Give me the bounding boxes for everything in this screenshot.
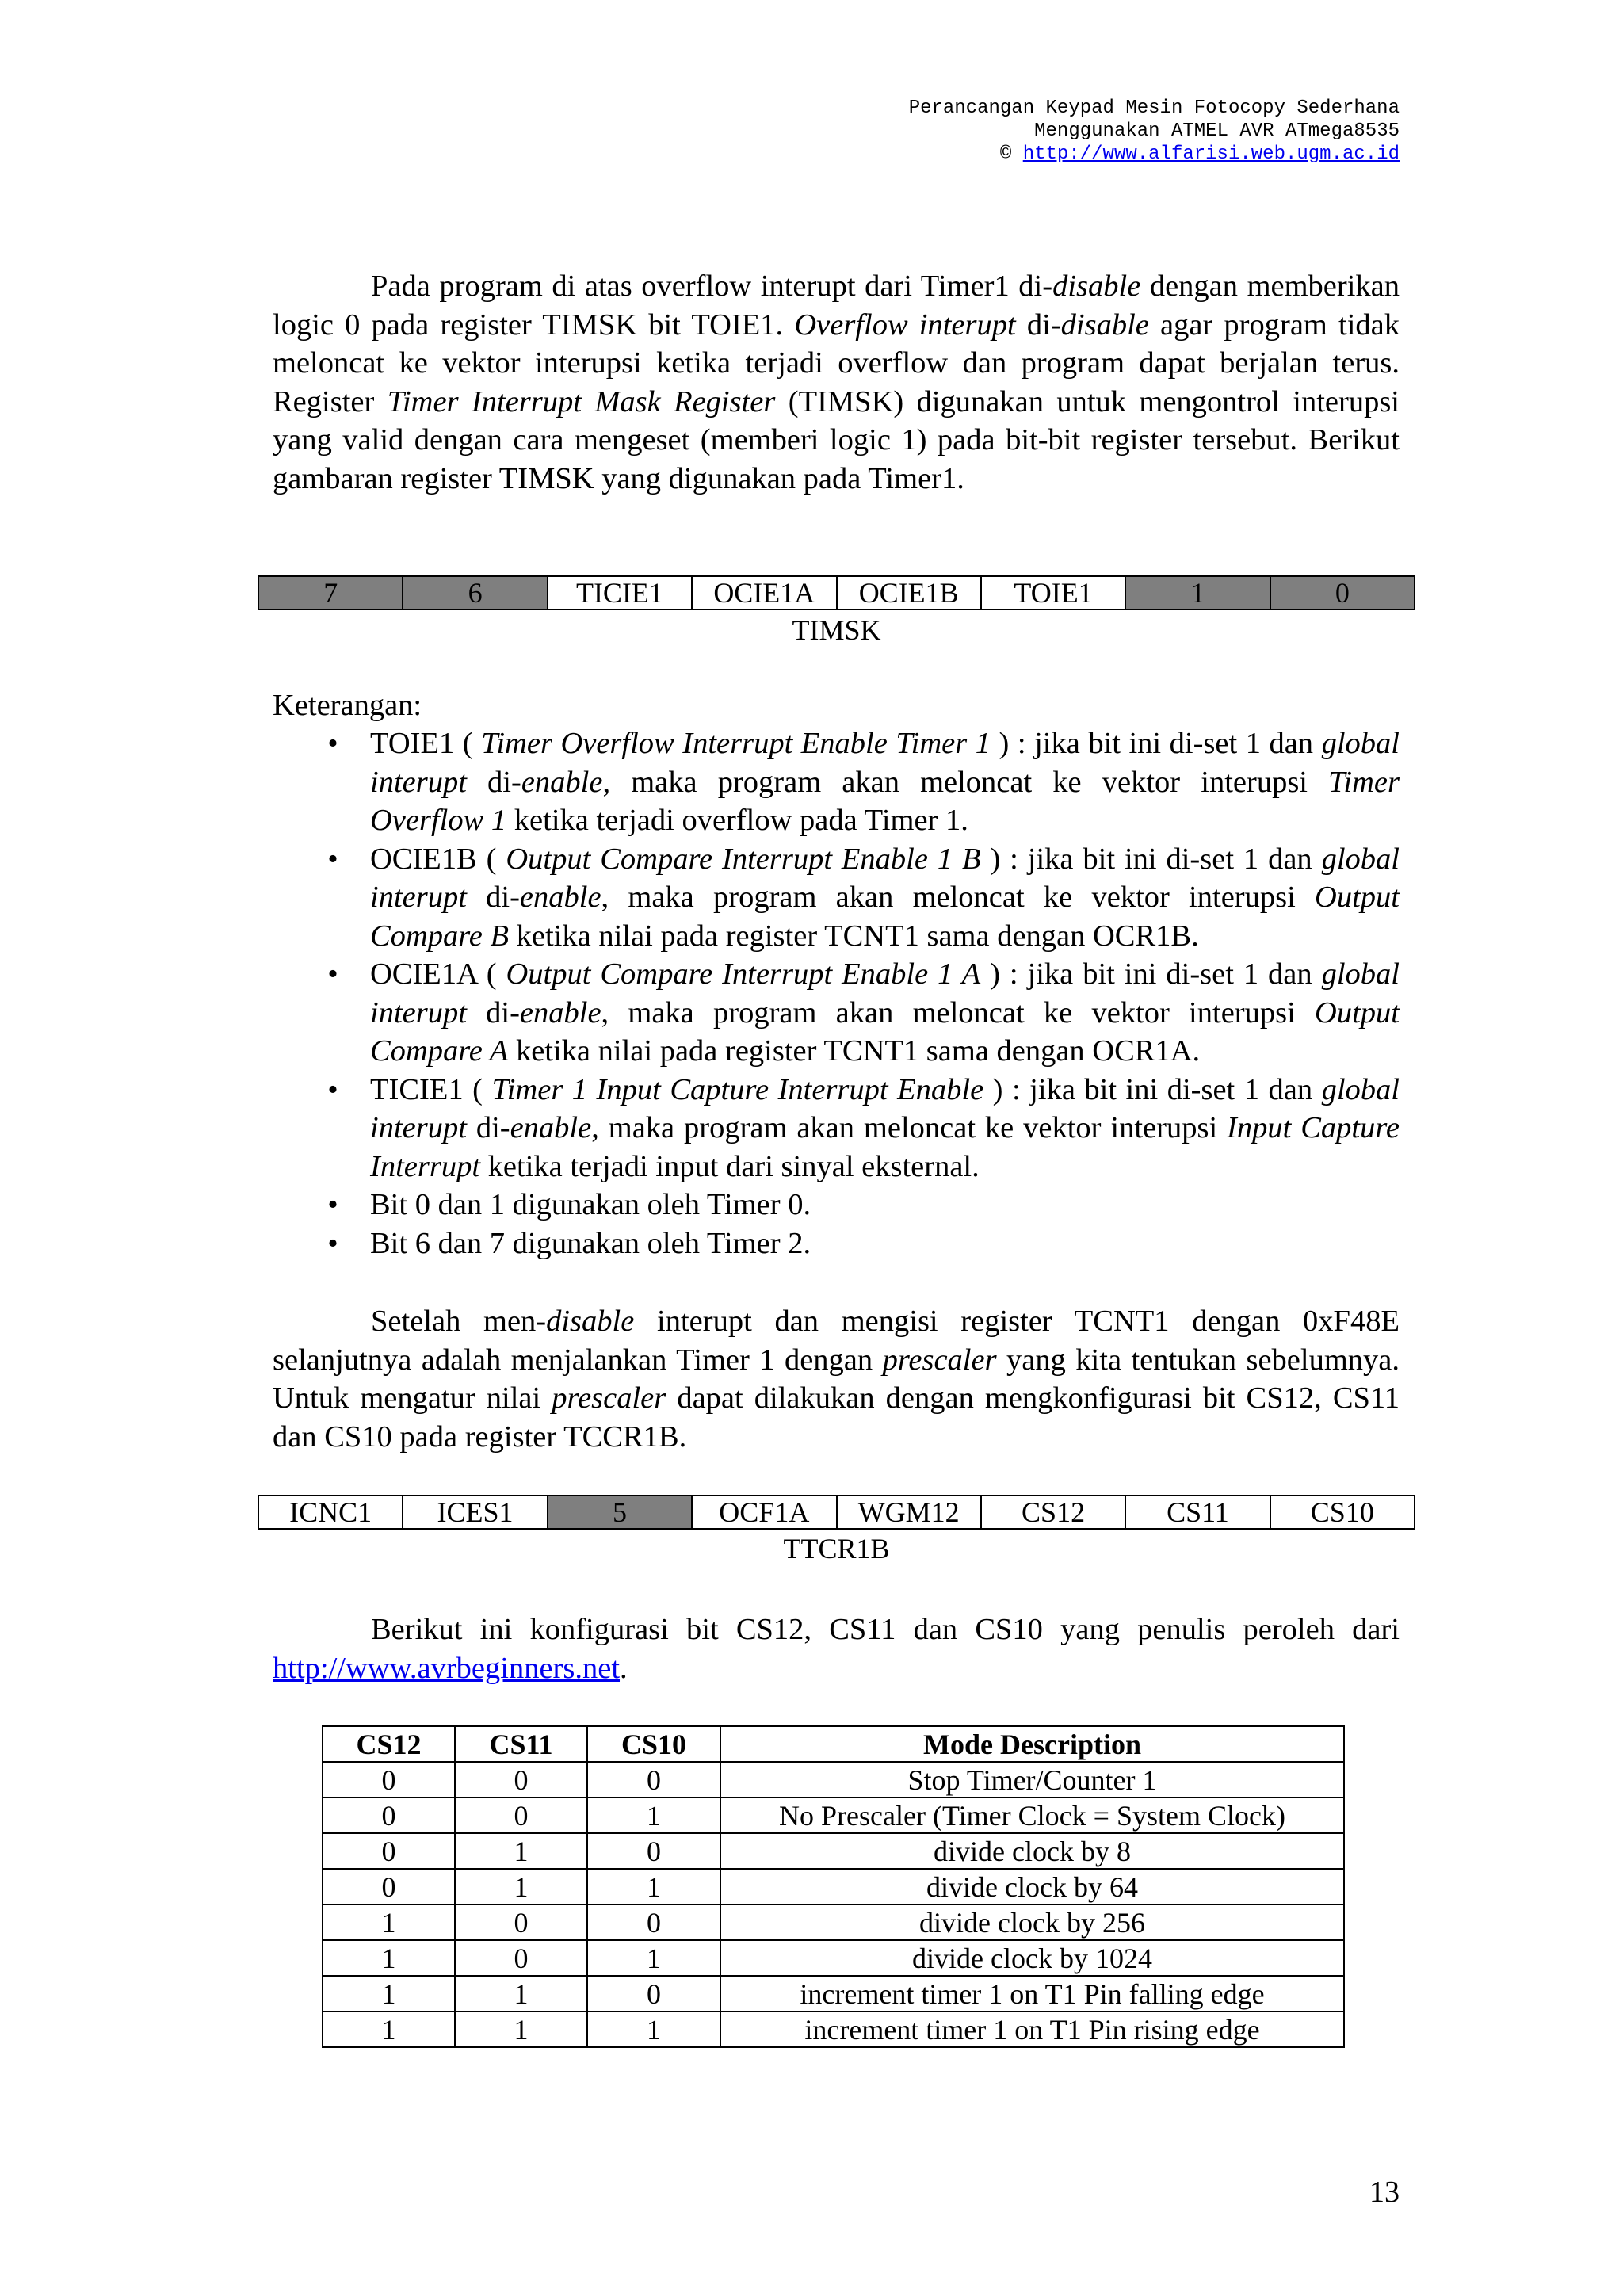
table-row: 1 0 0 divide clock by 256 — [323, 1904, 1344, 1940]
list-item: • OCIE1A ( Output Compare Interrupt Enable 1 A ) : jika bit ini di-set 1 dan global interupt di-enable, maka program akan meloncat ke vektor interupsi Output Compare A ketika nilai pada register TCNT1 sama dengan OCR1A. — [321, 955, 1400, 1071]
timsk-bit-2: TOIE1 — [981, 576, 1125, 609]
list-item: • Bit 0 dan 1 digunakan oleh Timer 0. — [321, 1186, 1400, 1224]
bullet-icon: • — [327, 842, 338, 876]
timsk-bit-3: OCIE1B — [837, 576, 981, 609]
column-header-cs12: CS12 — [323, 1726, 455, 1762]
avrbeginners-link[interactable]: http://www.avrbeginners.net — [273, 1651, 621, 1685]
tccr1b-bit-0: CS10 — [1270, 1496, 1415, 1529]
tccr1b-register-table — [258, 1495, 1415, 1530]
timsk-register-table — [258, 575, 1415, 610]
paragraph-timsk-intro: Pada program di atas overflow interupt dari Timer1 di-disable dengan memberikan logic 0 pada register TIMSK bit TOIE1. Overflow interupt di-disable agar program tidak meloncat ke vektor interupsi ketika terjadi overflow dan program dapat berjalan terus. Register Timer Interrupt Mask Register (TIMSK) digunakan untuk mengontrol interupsi yang valid dengan cara mengeset (memberi logic 1) pada bit-bit register tersebut. Berikut gambaran register TIMSK yang digunakan pada Timer1. — [273, 269, 1400, 495]
timsk-caption: TIMSK — [792, 614, 881, 646]
list-item: • OCIE1B ( Output Compare Interrupt Enable 1 B ) : jika bit ini di-set 1 dan global interupt di-enable, maka program akan meloncat ke vektor interupsi Output Compare B ketika nilai pada register TCNT1 sama dengan OCR1B. — [321, 840, 1400, 956]
table-row: 0 1 0 divide clock by 8 — [323, 1833, 1344, 1869]
bullet-icon: • — [327, 957, 338, 991]
timsk-bit-1: 1 — [1125, 576, 1270, 609]
bullet-icon: • — [327, 1188, 338, 1221]
header-title-line1: Perancangan Keypad Mesin Fotocopy Sederhana — [908, 97, 1400, 119]
list-item: • Bit 6 dan 7 digunakan oleh Timer 2. — [321, 1224, 1400, 1263]
list-item: • TICIE1 ( Timer 1 Input Capture Interrupt Enable ) : jika bit ini di-set 1 dan global interupt di-enable, maka program akan meloncat ke vektor interupsi Input Capture Interrupt ketika terjadi input dari sinyal eksternal. — [321, 1071, 1400, 1186]
tccr1b-bit-3: WGM12 — [837, 1496, 981, 1529]
column-header-cs10: CS10 — [587, 1726, 720, 1762]
tccr1b-bit-2: CS12 — [981, 1496, 1125, 1529]
tccr1b-bit-1: CS11 — [1125, 1496, 1270, 1529]
header-url-line — [909, 143, 1400, 166]
column-header-cs11: CS11 — [455, 1726, 587, 1762]
table-row: 0 0 0 Stop Timer/Counter 1 — [323, 1762, 1344, 1797]
paragraph-prescaler: Setelah men-disable interupt dan mengisi register TCNT1 dengan 0xF48E selanjutnya adalah menjalankan Timer 1 dengan prescaler yang kita tentukan sebelumnya. Untuk mengatur nilai prescaler dapat dilakukan dengan mengkonfigurasi bit CS12, CS11 dan CS10 pada register TCCR1B. — [273, 1305, 1400, 1454]
table-row: 1 0 1 divide clock by 1024 — [323, 1940, 1344, 1976]
notes-title: Keterangan: — [273, 689, 422, 722]
timsk-register-row — [258, 576, 1415, 609]
table-row: 1 1 1 increment timer 1 on T1 Pin rising edge — [323, 2011, 1344, 2047]
bullet-icon: • — [327, 1072, 338, 1106]
cs-config-table — [322, 1725, 1345, 2048]
bullet-icon: • — [327, 1226, 338, 1260]
timsk-bit-6: 6 — [403, 576, 547, 609]
timsk-bit-0: 0 — [1270, 576, 1415, 609]
table-row: 0 0 1 No Prescaler (Timer Clock = System Clock) — [323, 1797, 1344, 1833]
timsk-bit-7: 7 — [258, 576, 403, 609]
tccr1b-caption: TTCR1B — [783, 1533, 890, 1564]
tccr1b-bit-7: ICNC1 — [258, 1496, 403, 1529]
header-title-line2: Menggunakan ATMEL AVR ATmega8535 — [1034, 120, 1400, 142]
table-header-row — [323, 1726, 1344, 1762]
column-header-mode: Mode Description — [720, 1726, 1344, 1762]
tccr1b-bit-6: ICES1 — [403, 1496, 547, 1529]
header-url-link[interactable]: http://www.alfarisi.web.ugm.ac.id — [1022, 143, 1400, 165]
page-number: 13 — [1369, 2176, 1400, 2209]
timsk-bit-5: TICIE1 — [548, 576, 692, 609]
timsk-bit-4: OCIE1A — [692, 576, 836, 609]
tccr1b-bit-5: 5 — [548, 1496, 692, 1529]
list-item: • TOIE1 ( Timer Overflow Interrupt Enable Timer 1 ) : jika bit ini di-set 1 dan global interupt di-enable, maka program akan meloncat ke vektor interupsi Timer Overflow 1 ketika terjadi overflow pada Timer 1. — [321, 724, 1400, 840]
notes-list — [321, 724, 1400, 1263]
table-row: 0 1 1 divide clock by 64 — [323, 1869, 1344, 1904]
table-row: 1 1 0 increment timer 1 on T1 Pin falling edge — [323, 1976, 1344, 2011]
tccr1b-bit-4: OCF1A — [692, 1496, 836, 1529]
copyright-symbol: © — [999, 143, 1012, 165]
bullet-icon: • — [327, 727, 338, 760]
tccr1b-register-row — [258, 1496, 1415, 1529]
paragraph-cs-config: Berikut ini konfigurasi bit CS12, CS11 dan CS10 yang penulis peroleh dari http://www.avrbeginners.net. — [273, 1613, 1400, 1685]
running-header — [909, 97, 1400, 166]
